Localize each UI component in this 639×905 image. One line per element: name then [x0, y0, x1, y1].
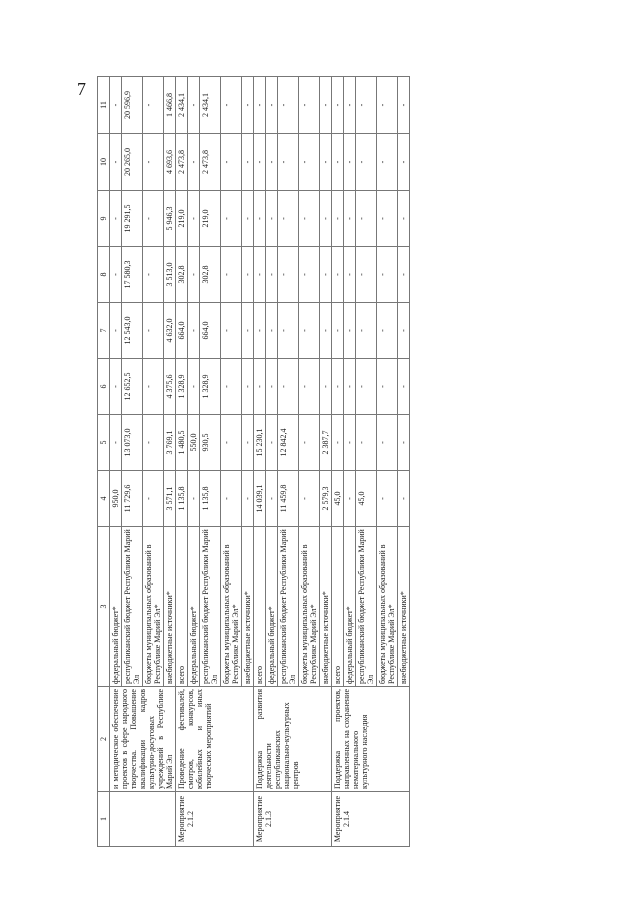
value-cell: -	[299, 359, 320, 415]
table-row	[332, 77, 344, 847]
value-cell: -	[266, 77, 278, 134]
value-cell: -	[221, 303, 242, 359]
value-cell: -	[221, 415, 242, 471]
value-cell: 664,0	[200, 303, 221, 359]
value-cell: -	[143, 191, 164, 247]
value-cell: 17 580,3	[122, 247, 143, 303]
value-cell: -	[254, 359, 266, 415]
value-cell: -	[332, 247, 344, 303]
value-cell: -	[398, 359, 410, 415]
value-cell: -	[188, 471, 200, 527]
value-cell: -	[188, 77, 200, 134]
value-cell: 3 769,1	[164, 415, 176, 471]
value-cell: -	[344, 191, 356, 247]
value-cell: 1 328,9	[200, 359, 221, 415]
value-cell: -	[110, 359, 122, 415]
value-cell: -	[188, 303, 200, 359]
value-cell: -	[344, 77, 356, 134]
funding-source-cell: всего	[254, 527, 266, 687]
value-cell: -	[254, 303, 266, 359]
value-cell: -	[356, 303, 377, 359]
value-cell: -	[398, 415, 410, 471]
value-cell: -	[356, 77, 377, 134]
value-cell: -	[377, 77, 398, 134]
col-header: 7	[98, 303, 110, 359]
funding-source-cell: всего	[332, 527, 344, 687]
col-header: 10	[98, 134, 110, 191]
value-cell: -	[221, 134, 242, 191]
column-number-row	[98, 77, 110, 847]
funding-source-cell: бюджеты муниципальных образований в Республике Марий Эл*	[143, 527, 164, 687]
value-cell: -	[377, 134, 398, 191]
value-cell: -	[143, 415, 164, 471]
value-cell: -	[344, 247, 356, 303]
value-cell: -	[320, 77, 332, 134]
measure-name-cell: Проведение фестивалей, смотров, конкурсов, юбилейных и иных творческих мероприятий	[176, 687, 254, 792]
value-cell: -	[377, 415, 398, 471]
value-cell: -	[242, 247, 254, 303]
value-cell: -	[242, 471, 254, 527]
value-cell: 5 946,3	[164, 191, 176, 247]
value-cell: -	[320, 191, 332, 247]
funding-source-cell: внебюджетные источники*	[242, 527, 254, 687]
col-header: 9	[98, 191, 110, 247]
value-cell: -	[356, 134, 377, 191]
value-cell: -	[110, 191, 122, 247]
value-cell: -	[266, 134, 278, 191]
value-cell: -	[356, 191, 377, 247]
value-cell: 20 596,9	[122, 77, 143, 134]
funding-source-cell: внебюджетные источники*	[398, 527, 410, 687]
funding-source-cell: внебюджетные источники*	[320, 527, 332, 687]
value-cell: -	[254, 77, 266, 134]
value-cell: 11 729,6	[122, 471, 143, 527]
value-cell: -	[377, 303, 398, 359]
table-row	[176, 77, 188, 847]
value-cell: -	[398, 471, 410, 527]
table-body	[110, 77, 410, 847]
funding-source-cell: республиканский бюджет Республики Марий Эл	[278, 527, 299, 687]
value-cell: -	[110, 134, 122, 191]
funding-source-cell: бюджеты муниципальных образований в Республике Марий Эл*	[221, 527, 242, 687]
measure-id-cell: Мероприятие 2.1.3	[254, 792, 332, 847]
value-cell: -	[221, 471, 242, 527]
value-cell: 2 434,1	[200, 77, 221, 134]
value-cell: -	[299, 77, 320, 134]
value-cell: -	[398, 191, 410, 247]
value-cell: -	[332, 415, 344, 471]
value-cell: -	[398, 134, 410, 191]
value-cell: -	[320, 134, 332, 191]
value-cell: -	[344, 303, 356, 359]
value-cell: -	[266, 415, 278, 471]
value-cell: -	[344, 359, 356, 415]
value-cell: -	[398, 303, 410, 359]
funding-source-cell: бюджеты муниципальных образований в Республике Марий Эл*	[299, 527, 320, 687]
value-cell: -	[143, 303, 164, 359]
value-cell: 12 652,5	[122, 359, 143, 415]
value-cell: -	[110, 77, 122, 134]
value-cell: 3 571,1	[164, 471, 176, 527]
value-cell: -	[143, 471, 164, 527]
value-cell: -	[377, 359, 398, 415]
funding-source-cell: республиканский бюджет Республики Марий Эл	[356, 527, 377, 687]
value-cell: -	[344, 471, 356, 527]
value-cell: 3 513,0	[164, 247, 176, 303]
value-cell: -	[221, 191, 242, 247]
col-header: 11	[98, 77, 110, 134]
col-header: 5	[98, 415, 110, 471]
value-cell: -	[188, 359, 200, 415]
value-cell: 219,0	[176, 191, 188, 247]
value-cell: 13 073,0	[122, 415, 143, 471]
measure-name-cell: Поддержка развития деятельности республиканских национально-культурных центров	[254, 687, 332, 792]
value-cell: -	[278, 247, 299, 303]
value-cell: -	[278, 134, 299, 191]
value-cell: -	[188, 247, 200, 303]
value-cell: 19 291,5	[122, 191, 143, 247]
value-cell: -	[299, 191, 320, 247]
value-cell: 20 265,0	[122, 134, 143, 191]
rotated-table-container	[97, 77, 542, 847]
value-cell: -	[377, 247, 398, 303]
value-cell: -	[344, 415, 356, 471]
value-cell: -	[278, 191, 299, 247]
value-cell: -	[356, 415, 377, 471]
value-cell: -	[332, 134, 344, 191]
funding-source-cell: федеральный бюджет*	[110, 527, 122, 687]
funding-source-cell: внебюджетные источники*	[164, 527, 176, 687]
value-cell: -	[188, 134, 200, 191]
value-cell: -	[143, 359, 164, 415]
funding-source-cell: республиканский бюджет Республики Марий Эл	[122, 527, 143, 687]
value-cell: 45,0	[332, 471, 344, 527]
value-cell: 12 842,4	[278, 415, 299, 471]
value-cell: 4 375,6	[164, 359, 176, 415]
value-cell: 219,0	[200, 191, 221, 247]
value-cell: -	[266, 303, 278, 359]
value-cell: -	[320, 247, 332, 303]
value-cell: 302,8	[200, 247, 221, 303]
value-cell: -	[332, 191, 344, 247]
value-cell: -	[398, 247, 410, 303]
value-cell: 1 328,9	[176, 359, 188, 415]
funding-source-cell: бюджеты муниципальных образований в Республике Марий Эл*	[377, 527, 398, 687]
value-cell: -	[377, 471, 398, 527]
value-cell: -	[320, 303, 332, 359]
value-cell: 2 579,3	[320, 471, 332, 527]
value-cell: -	[278, 359, 299, 415]
value-cell: -	[242, 359, 254, 415]
col-header: 3	[98, 527, 110, 687]
value-cell: -	[266, 247, 278, 303]
funding-source-cell: федеральный бюджет*	[266, 527, 278, 687]
value-cell: -	[242, 77, 254, 134]
value-cell: -	[254, 191, 266, 247]
value-cell: 950,0	[110, 471, 122, 527]
measure-id-cell: Мероприятие 2.1.4	[332, 792, 410, 847]
value-cell: 2 473,8	[200, 134, 221, 191]
value-cell: 302,8	[176, 247, 188, 303]
funding-source-cell: всего	[176, 527, 188, 687]
funding-source-cell: федеральный бюджет*	[188, 527, 200, 687]
value-cell: 2 434,1	[176, 77, 188, 134]
value-cell: -	[398, 77, 410, 134]
value-cell: -	[266, 359, 278, 415]
value-cell: 11 459,8	[278, 471, 299, 527]
col-header: 2	[98, 687, 110, 792]
value-cell: 4 693,6	[164, 134, 176, 191]
value-cell: 1 135,8	[176, 471, 188, 527]
value-cell: -	[143, 134, 164, 191]
value-cell: 15 230,1	[254, 415, 266, 471]
value-cell: -	[254, 247, 266, 303]
value-cell: -	[110, 303, 122, 359]
value-cell: -	[221, 359, 242, 415]
budget-table	[97, 76, 410, 847]
value-cell: -	[110, 415, 122, 471]
page-number: 7	[77, 79, 86, 99]
value-cell: 1 135,8	[200, 471, 221, 527]
value-cell: 1 466,8	[164, 77, 176, 134]
value-cell: 2 387,7	[320, 415, 332, 471]
value-cell: -	[188, 191, 200, 247]
value-cell: -	[221, 247, 242, 303]
value-cell: -	[320, 359, 332, 415]
value-cell: -	[266, 471, 278, 527]
table-row	[110, 77, 122, 847]
value-cell: 930,5	[200, 415, 221, 471]
value-cell: 45,0	[356, 471, 377, 527]
value-cell: 12 543,0	[122, 303, 143, 359]
value-cell: -	[377, 191, 398, 247]
col-header: 4	[98, 471, 110, 527]
value-cell: -	[299, 415, 320, 471]
value-cell: -	[299, 134, 320, 191]
value-cell: -	[332, 359, 344, 415]
value-cell: -	[278, 77, 299, 134]
measure-name-cell: Поддержка проектов, направленных на сохранение нематериального культурного наследия	[332, 687, 410, 792]
value-cell: 4 632,0	[164, 303, 176, 359]
value-cell: -	[242, 303, 254, 359]
value-cell: -	[266, 191, 278, 247]
measure-name-cell: и методическое обеспечение проектов в сфере народного творчества. Повышение квалификации кадров культурно-досуговых учреждений в Республике Марий Эл	[110, 687, 176, 792]
value-cell: -	[356, 247, 377, 303]
value-cell: -	[299, 303, 320, 359]
value-cell: -	[242, 415, 254, 471]
measure-id-cell	[110, 792, 176, 847]
value-cell: -	[110, 247, 122, 303]
value-cell: -	[332, 303, 344, 359]
value-cell: -	[299, 247, 320, 303]
funding-source-cell: федеральный бюджет*	[344, 527, 356, 687]
value-cell: -	[221, 77, 242, 134]
col-header: 6	[98, 359, 110, 415]
value-cell: 14 039,1	[254, 471, 266, 527]
funding-source-cell: республиканский бюджет Республики Марий Эл	[200, 527, 221, 687]
table-row	[254, 77, 266, 847]
value-cell: -	[356, 359, 377, 415]
value-cell: 2 473,8	[176, 134, 188, 191]
value-cell: -	[143, 77, 164, 134]
value-cell: -	[143, 247, 164, 303]
value-cell: 1 480,5	[176, 415, 188, 471]
col-header: 1	[98, 792, 110, 847]
value-cell: -	[278, 303, 299, 359]
col-header: 8	[98, 247, 110, 303]
value-cell: 664,0	[176, 303, 188, 359]
value-cell: -	[332, 77, 344, 134]
value-cell: -	[242, 134, 254, 191]
value-cell: 550,0	[188, 415, 200, 471]
measure-id-cell: Мероприятие 2.1.2	[176, 792, 254, 847]
value-cell: -	[344, 134, 356, 191]
value-cell: -	[299, 471, 320, 527]
value-cell: -	[254, 134, 266, 191]
value-cell: -	[242, 191, 254, 247]
